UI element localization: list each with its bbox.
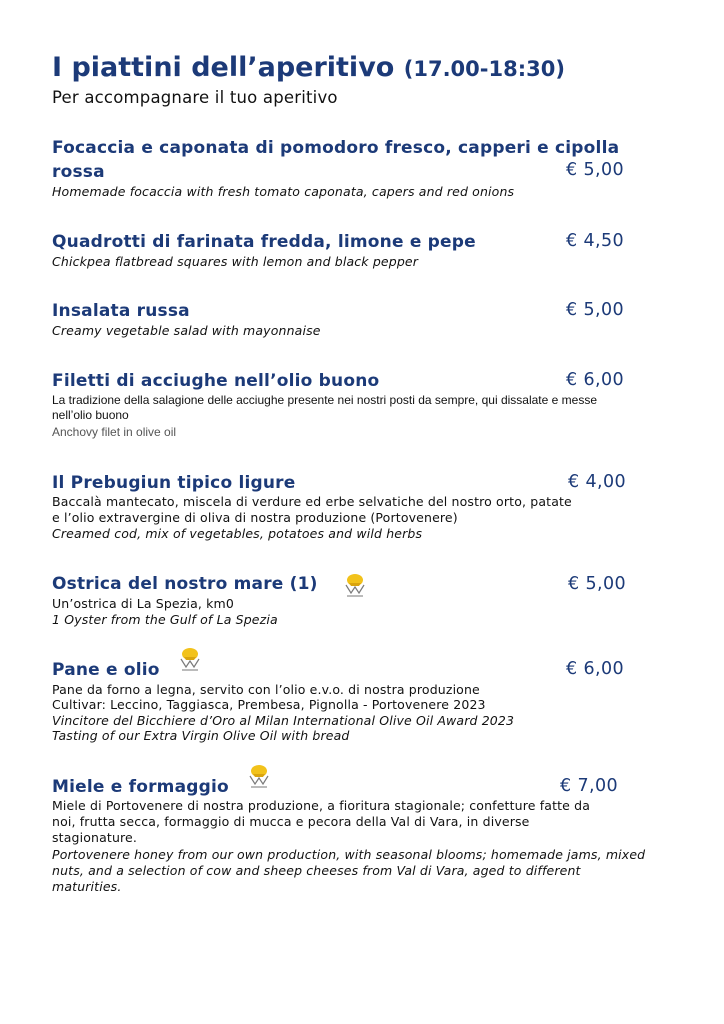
item-it-miele-line2: noi, frutta secca, formaggio di mucca e pecora della Val di Vara, in diverse (52, 814, 530, 829)
page-subtitle: Per accompagnare il tuo aperitivo (52, 88, 338, 107)
page-title (52, 52, 565, 83)
item-en-miele-line1: Portovenere honey from our own production, with seasonal blooms; homemade jams, mixed (52, 847, 646, 862)
item-en-quadrotti: Chickpea flatbread squares with lemon and black pepper (52, 254, 419, 269)
item-name-prebugiun: Il Prebugiun tipico ligure (52, 473, 296, 493)
item-it-miele-line1: Miele di Portovenere di nostra produzione, a fioritura stagionale; confetture fatte da (52, 798, 591, 813)
item-en-ostrica: 1 Oyster from the Gulf of La Spezia (52, 612, 278, 627)
item-price-quadrotti: € 4,50 (566, 231, 625, 251)
item-it-pane-olio-line1: Pane da forno a legna, servito con l’olio e.v.o. di nostra produzione (52, 682, 480, 697)
item-name-miele: Miele e formaggio (52, 777, 229, 797)
item-price-pane-olio: € 6,00 (566, 659, 625, 679)
item-it-acciughe-line2: nell’olio buono (52, 408, 129, 422)
item-price-focaccia: € 5,00 (566, 160, 625, 180)
item-en-miele-line2: nuts, and a selection of cow and sheep cheeses from Val di Vara, aged to different (52, 863, 581, 878)
item-name-focaccia-line1: Focaccia e caponata di pomodoro fresco, capperi e cipolla (52, 138, 620, 158)
item-name-focaccia-line2: rossa (52, 162, 105, 182)
liguria-gourmet-badge-icon (340, 571, 370, 603)
item-price-prebugiun: € 4,00 (568, 472, 627, 492)
item-it-acciughe-line1: La tradizione della salagione delle acciughe presente nei nostri posti da sempre, qui dissalate e messe (52, 393, 597, 407)
item-name-pane-olio: Pane e olio (52, 660, 160, 680)
item-price-insalata: € 5,00 (566, 300, 625, 320)
item-price-ostrica: € 5,00 (568, 574, 627, 594)
item-award-pane-olio: Vincitore del Bicchiere d’Oro al Milan International Olive Oil Award 2023 (52, 713, 515, 728)
item-name-insalata: Insalata russa (52, 301, 190, 321)
item-price-acciughe: € 6,00 (566, 370, 625, 390)
item-en-focaccia: Homemade focaccia with fresh tomato caponata, capers and red onions (52, 184, 515, 199)
item-en-acciughe: Anchovy filet in olive oil (52, 425, 177, 439)
item-it-prebugiun-line2: e l’olio extravergine di oliva di nostra produzione (Portovenere) (52, 510, 458, 525)
item-price-miele: € 7,00 (560, 776, 619, 796)
item-en-insalata: Creamy vegetable salad with mayonnaise (52, 323, 321, 338)
page-title-text: I piattini dell’aperitivo (52, 52, 395, 83)
item-name-quadrotti: Quadrotti di farinata fredda, limone e pepe (52, 232, 476, 252)
item-en-pane-olio: Tasting of our Extra Virgin Olive Oil with bread (52, 728, 350, 743)
item-en-prebugiun: Creamed cod, mix of vegetables, potatoes and wild herbs (52, 526, 423, 541)
item-name-ostrica: Ostrica del nostro mare (1) (52, 574, 318, 594)
item-name-acciughe: Filetti di acciughe nell’olio buono (52, 371, 380, 391)
item-it-ostrica: Un’ostrica di La Spezia, km0 (52, 596, 234, 611)
liguria-gourmet-badge-icon (175, 645, 205, 677)
item-it-prebugiun-line1: Baccalà mantecato, miscela di verdure ed erbe selvatiche del nostro orto, patate (52, 494, 572, 509)
item-en-miele-line3: maturities. (52, 879, 122, 894)
page-title-time: (17.00-18:30) (403, 57, 565, 81)
item-it-pane-olio-line2: Cultivar: Leccino, Taggiasca, Prembesa, Pignolla - Portovenere 2023 (52, 697, 486, 712)
liguria-gourmet-badge-icon (244, 762, 274, 794)
item-it-miele-line3: stagionature. (52, 830, 138, 845)
